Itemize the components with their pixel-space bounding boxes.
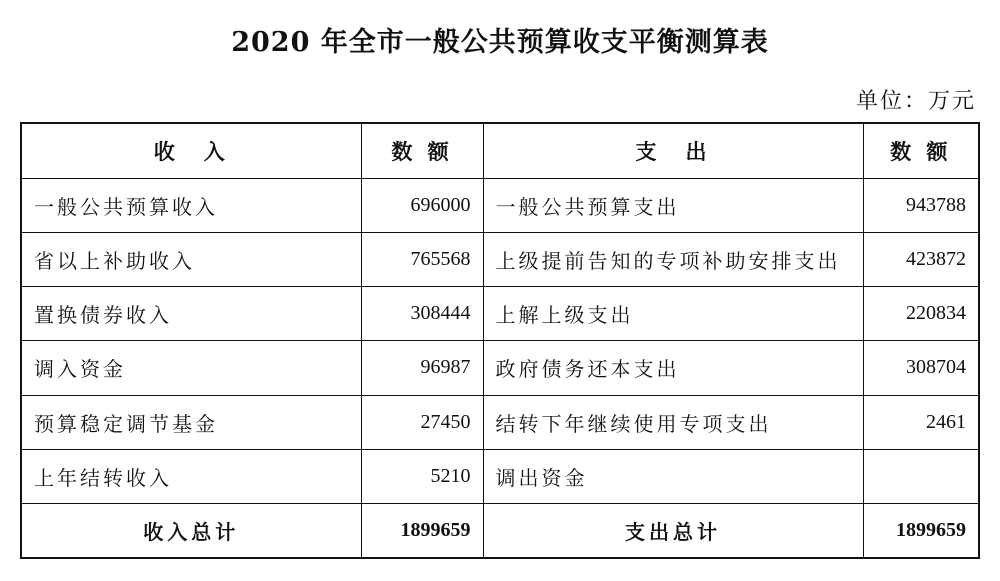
- expense-item: 结转下年继续使用专项支出: [483, 395, 863, 449]
- income-amount: 27450: [361, 395, 483, 449]
- expense-amount: 308704: [863, 341, 979, 395]
- income-total-label: 收入总计: [21, 503, 361, 558]
- table-row: [21, 395, 979, 449]
- income-amount: 5210: [361, 449, 483, 503]
- income-amount: 696000: [361, 179, 483, 233]
- income-item: 一般公共预算收入: [21, 179, 361, 233]
- total-row: [21, 503, 979, 558]
- table-row: [21, 341, 979, 395]
- table-header-row: [21, 123, 979, 179]
- expense-amount: 423872: [863, 233, 979, 287]
- table-row: [21, 287, 979, 341]
- header-income: 收 入: [21, 123, 361, 179]
- expense-amount: [863, 449, 979, 503]
- income-item: 省以上补助收入: [21, 233, 361, 287]
- expense-amount: 2461: [863, 395, 979, 449]
- expense-item: 一般公共预算支出: [483, 179, 863, 233]
- expense-item: 上解上级支出: [483, 287, 863, 341]
- income-item: 置换债券收入: [21, 287, 361, 341]
- expense-amount: 943788: [863, 179, 979, 233]
- income-item: 调入资金: [21, 341, 361, 395]
- page-title: 2020 年全市一般公共预算收支平衡测算表: [231, 27, 769, 58]
- table-row: [21, 179, 979, 233]
- header-expense-amount: 数 额: [863, 123, 979, 179]
- income-item: 上年结转收入: [21, 449, 361, 503]
- income-amount: 308444: [361, 287, 483, 341]
- expense-total-label: 支出总计: [483, 503, 863, 558]
- expense-item: 上级提前告知的专项补助安排支出: [483, 233, 863, 287]
- income-item: 预算稳定调节基金: [21, 395, 361, 449]
- header-income-amount: 数 额: [361, 123, 483, 179]
- table-row: [21, 449, 979, 503]
- income-amount: 765568: [361, 233, 483, 287]
- expense-item: 调出资金: [483, 449, 863, 503]
- income-total-amount: 1899659: [361, 503, 483, 558]
- expense-item: 政府债务还本支出: [483, 341, 863, 395]
- unit-label: 单位：万元: [855, 89, 976, 114]
- header-expense: 支 出: [483, 123, 863, 179]
- expense-amount: 220834: [863, 287, 979, 341]
- income-amount: 96987: [361, 341, 483, 395]
- expense-total-amount: 1899659: [863, 503, 979, 558]
- table-row: [21, 233, 979, 287]
- budget-table: [20, 122, 980, 559]
